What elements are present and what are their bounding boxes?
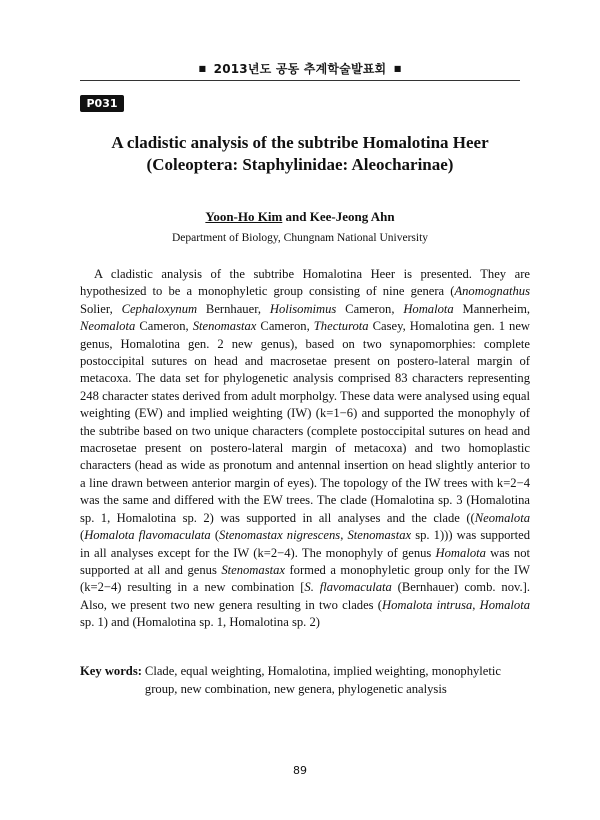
abstract-text-run: Casey, Homalotina gen. 1 new genus, Homalotina gen. 2 new genus), based on two synapomorphies: complete postoccipital sutures on head and macrosetae present on postero-lateral margin of metacoxa. The data set for phylogenetic analysis comprised 83 characters representing 248 character states derived from adult morpholgy. These data were analysed using equal weighting (EW) and implied weighting (IW) (k=1−6) and supported the monophyly of the subtribe based on two unique characters (complete postoccipital sutures on head and macrosetae present on postero-lateral margin of metacoxa) and two homoplastic characters (head as wide as pronotum and antennal insertion on head slightly anterior to a line drawn between anterior margin of eyes). The topology of the IW trees with k=2−4 was the same and differed with the EW trees. The clade (Homalotina sp. 3 (Homalotina sp. 1, Homalotina sp. 2) was supported in all analyses and the clade ((	[80, 319, 531, 525]
abstract-taxon-name: Anomognathus	[454, 284, 530, 299]
abstract-text-run: Cameron,	[336, 301, 404, 316]
title-line-1: A cladistic analysis of the subtribe Homalotina Heer	[111, 133, 489, 152]
running-header	[80, 60, 520, 77]
abstract-text-run: was not supported at all and genus	[80, 545, 530, 577]
abstract-taxon-name: Homalota intrusa	[381, 597, 473, 612]
abstract-text-run: ,	[472, 597, 480, 612]
abstract-taxon-name: Thecturota	[313, 319, 369, 334]
abstract-text-run: A cladistic analysis of the subtribe Homalotina Heer is presented. They are hypothesized to be a monophyletic group consisting of nine genera (	[80, 267, 530, 299]
header-rule	[80, 80, 520, 81]
abstract-text-run: sp. 1))) was supported in all analyses except for the IW (k=2−4). The monophyly of genus	[80, 528, 530, 560]
abstract-taxon-name: Stenomastax nigrescens	[219, 528, 341, 543]
header-text: 2013년도 공동 추계학술발표회	[213, 62, 387, 76]
header-marker-right: ■	[393, 64, 402, 73]
abstract-text-run: Solier,	[80, 301, 122, 316]
abstract-taxon-name: Neomalota	[80, 319, 136, 334]
abstract-text-run: sp. 1) and (Homalotina sp. 1, Homalotina sp. 2)	[80, 615, 320, 630]
poster-id-badge: P031	[80, 95, 124, 112]
abstract-taxon-name: Homalota flavomaculata	[84, 528, 211, 543]
abstract-taxon-name: Stenomastax	[221, 562, 285, 577]
abstract-text-run: ,	[340, 528, 348, 543]
abstract-taxon-name: Stenomastax	[192, 319, 257, 334]
abstract-taxon-name: Holisomimus	[269, 301, 337, 316]
header-marker-left: ■	[198, 64, 207, 73]
keywords-label: Key words:	[80, 664, 142, 678]
keywords-list: Clade, equal weighting, Homalotina, implied weighting, monophyletic group, new combination, new genera, phylogenetic analysis	[144, 664, 501, 696]
page-number: 89	[293, 764, 307, 777]
presenting-author: Yoon-Ho Kim	[205, 209, 283, 224]
abstract-taxon-name: Neomalota	[474, 510, 530, 525]
abstract-text-run: formed a monophyletic group only for the IW (k=2−4) resulting in a new combination [	[80, 562, 530, 595]
abstract-text-run: (	[80, 528, 85, 543]
abstract-text-run: Mannerheim,	[453, 301, 531, 316]
abstract-taxon-name: Cephaloxynum	[121, 301, 198, 316]
keywords	[80, 662, 530, 698]
abstract-taxon-name: Stenomastax	[347, 528, 412, 543]
abstract-text-run: (Bernhauer) comb. nov.]. Also, we present two new genera resulting in two clades (	[80, 580, 530, 612]
abstract-text-run: Cameron,	[256, 319, 314, 334]
abstract-taxon-name: Homalota	[435, 545, 486, 560]
title-line-2: (Coleoptera: Staphylinidae: Aleocharinae)	[146, 155, 454, 174]
abstract-text-run: Bernhauer,	[197, 301, 270, 316]
abstract-taxon-name: Homalota	[479, 597, 531, 612]
paper-title	[60, 132, 540, 176]
affiliation: Department of Biology, Chungnam National University	[171, 232, 429, 244]
co-author: and Kee-Jeong Ahn	[282, 209, 395, 224]
abstract-text-run: Cameron,	[135, 319, 193, 334]
abstract-taxon-name: S. flavomaculata	[304, 580, 392, 595]
abstract-taxon-name: Homalota	[403, 301, 454, 316]
authors	[60, 209, 540, 225]
abstract-text-run: (	[210, 528, 220, 543]
abstract-body	[80, 266, 530, 632]
